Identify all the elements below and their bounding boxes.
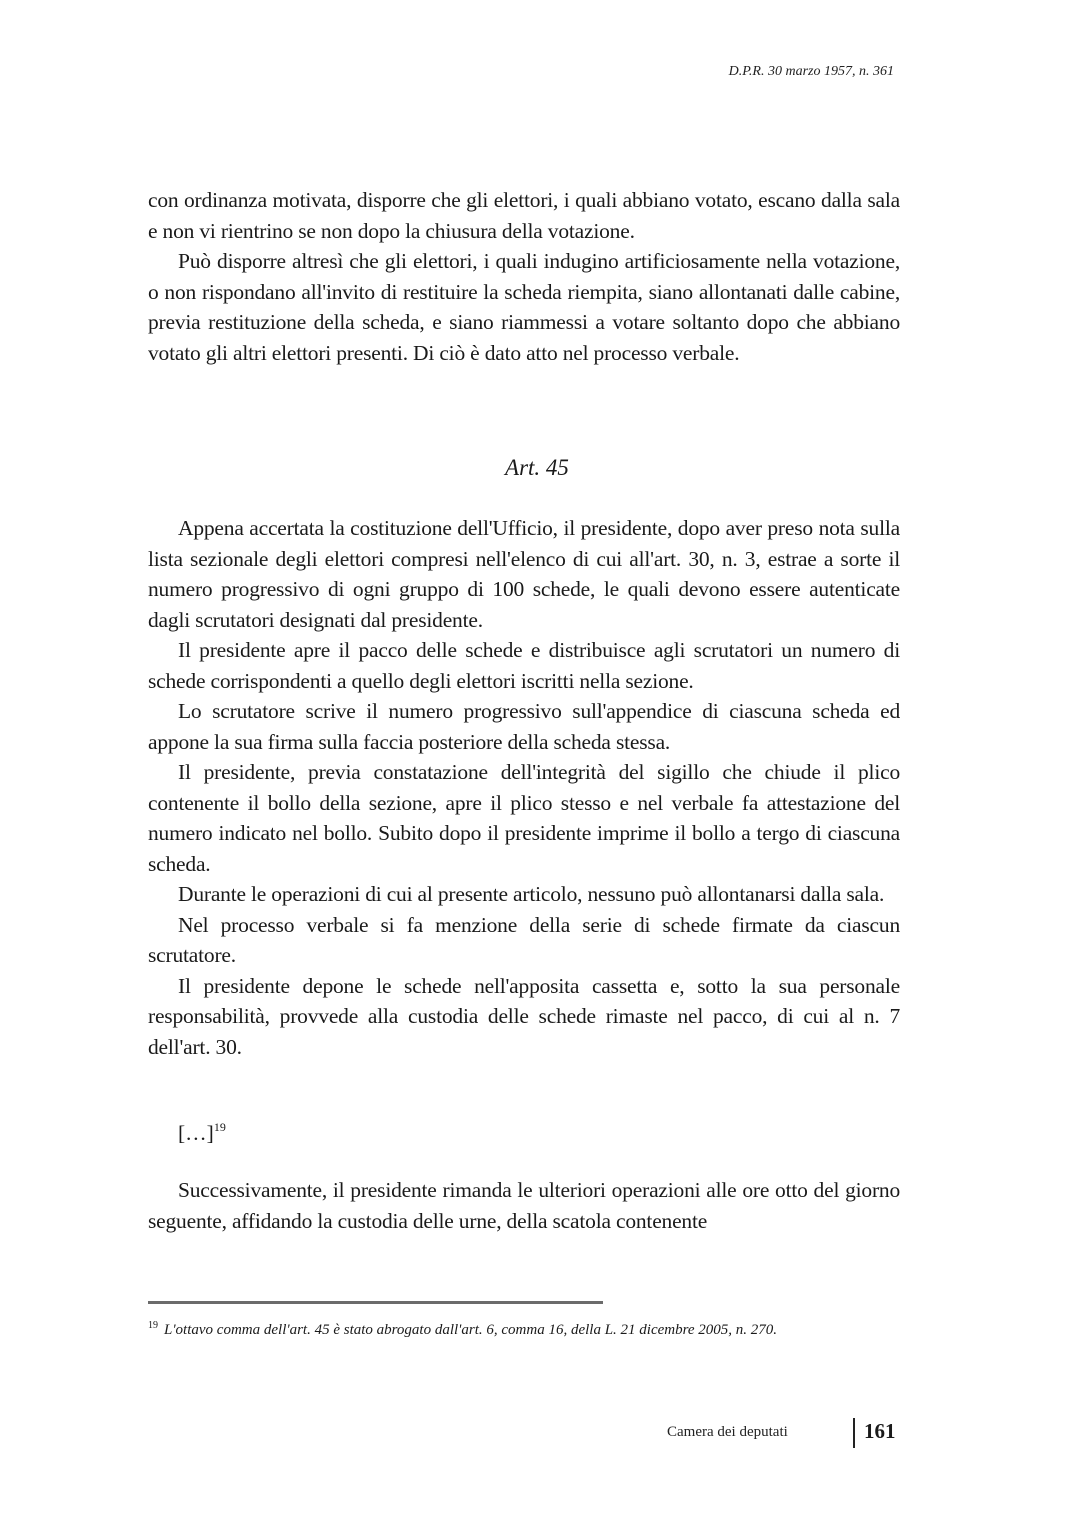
page-number: 161 (864, 1419, 896, 1443)
footnote-number: 19 (148, 1320, 158, 1331)
footnote-text: L'ottavo comma dell'art. 45 è stato abrogato dall'art. 6, comma 16, della L. 21 dicembre 2005, n. 270. (164, 1322, 778, 1338)
paragraph: Appena accertata la costituzione dell'Ufficio, il presidente, dopo aver preso nota sulla lista sezionale degli elettori compresi nell'elenco di cui all'art. 30, n. 3, estrae a sorte il numero progressivo di ogni gruppo di 100 schede, le quali devono essere autenticate dagli scrutatori designati dal presidente. (148, 516, 900, 632)
paragraph: Può disporre altresì che gli elettori, i quali indugino artificiosamente nella votazione, o non rispondano all'invito di restituire la scheda riempita, siano allontanati dalle cabine, previa restituzione della scheda, e siano riammessi a votare soltanto dopo che abbiano votato gli altri elettori presenti. Di ciò è dato atto nel processo verbale. (148, 249, 900, 365)
omission-text: […] (178, 1121, 214, 1145)
paragraph: Lo scrutatore scrive il numero progressivo sull'appendice di ciascuna scheda ed appone la sua firma sulla faccia posteriore della scheda stessa. (148, 699, 900, 754)
footer-publisher: Camera dei deputati (667, 1424, 788, 1440)
running-header: D.P.R. 30 marzo 1957, n. 361 (728, 64, 894, 79)
footnote-reference[interactable]: 19 (213, 1120, 226, 1134)
paragraph: Il presidente depone le schede nell'apposita cassetta e, sotto la sua personale responsabilità, provvede alla custodia delle schede rimaste nel pacco, di cui al n. 7 dell'art. 30. (148, 973, 900, 1059)
footnote (148, 1320, 908, 1339)
article-body (148, 513, 900, 1062)
paragraph: Nel processo verbale si fa menzione della serie di schede firmate da ciascun scrutatore. (148, 912, 900, 967)
footer-separator (853, 1418, 855, 1448)
paragraph: Durante le operazioni di cui al presente articolo, nessuno può allontanarsi dalla sala. (178, 882, 885, 906)
footnote-divider (148, 1301, 603, 1304)
paragraph: Il presidente, previa constatazione dell'integrità del sigillo che chiude il plico contenente il bollo della sezione, apre il plico stesso e nel verbale fa attestazione del numero indicato nel bollo. Subito dopo il presidente imprime il bollo a tergo di ciascuna scheda. (148, 760, 900, 876)
omission-marker (178, 1120, 226, 1146)
text-block-intro (148, 185, 900, 368)
paragraph: Successivamente, il presidente rimanda le ulteriori operazioni alle ore otto del giorno seguente, affidando la custodia delle urne, della scatola contenente (148, 1178, 900, 1233)
article-title: Art. 45 (505, 455, 569, 480)
text-block-continuation (148, 1175, 900, 1236)
paragraph: Il presidente apre il pacco delle schede e distribuisce agli scrutatori un numero di schede corrispondenti a quello degli elettori iscritti nella sezione. (148, 638, 900, 693)
paragraph: con ordinanza motivata, disporre che gli elettori, i quali abbiano votato, escano dalla sala e non vi rientrino se non dopo la chiusura della votazione. (148, 188, 900, 243)
